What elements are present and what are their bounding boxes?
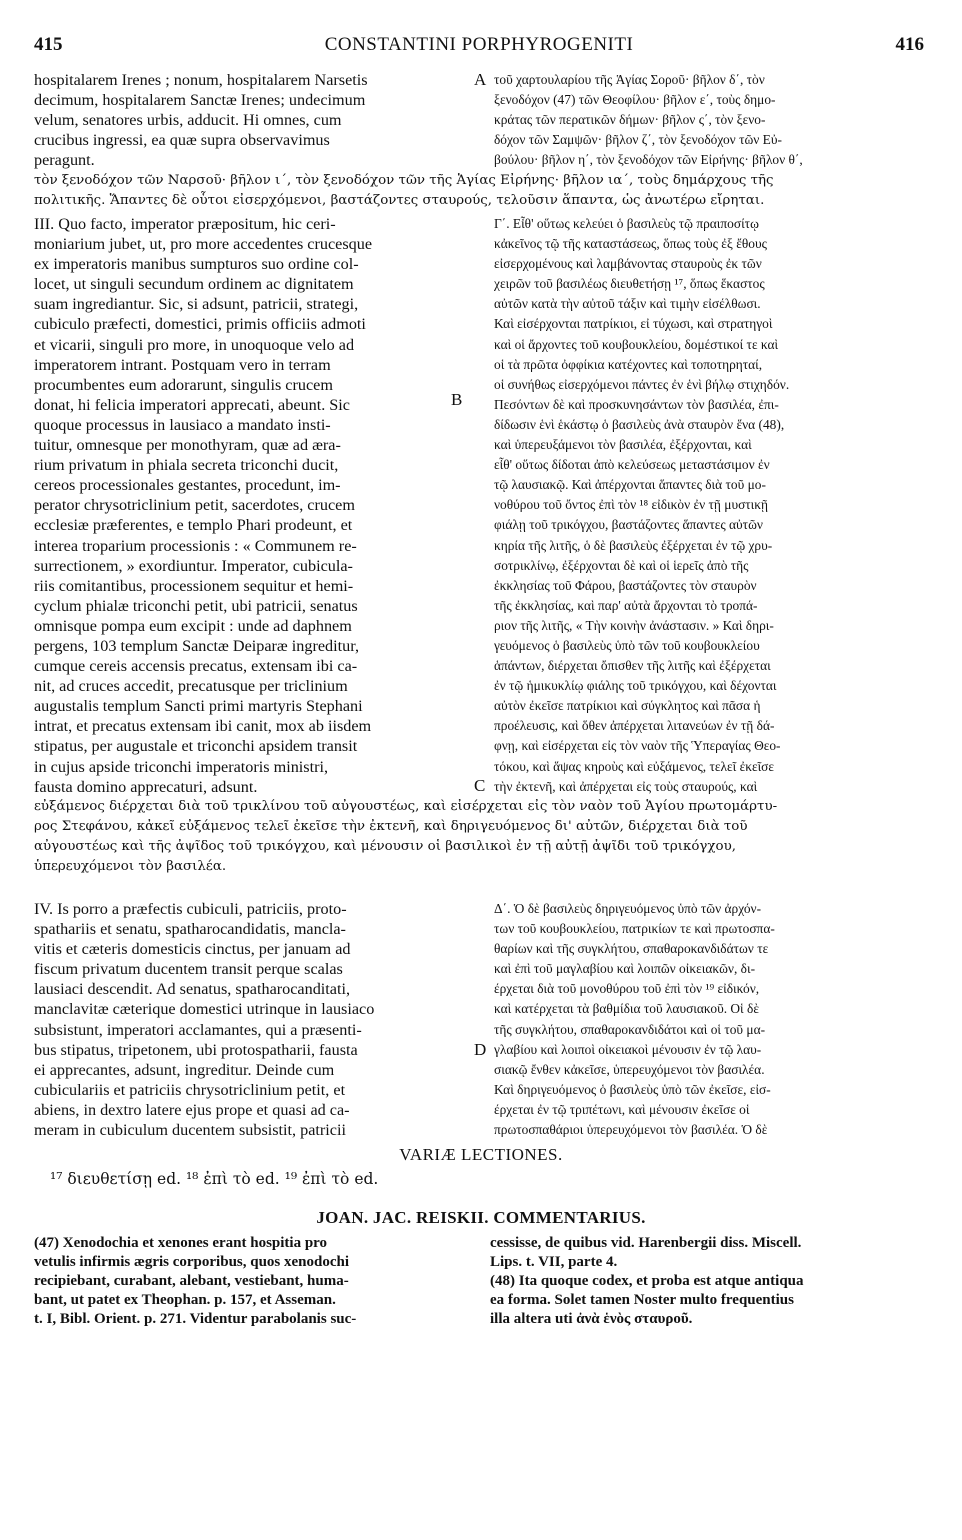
greek-text-line: οἱ συνήθως εἰσερχόμενοι πάντες ἐν ἑνὶ βήλῳ στιχηδόν. (494, 376, 790, 392)
greek-text-line: κράτας τῶν περατικῶν δήμων· βῆλον ς΄, τὸν ξενο- (494, 112, 766, 128)
greek-text-line: φνῃ, καὶ εἰσέρχεται εἰς τὸν ναὸν τῆς Ὑπεραγίας Θεο- (494, 738, 781, 754)
commentary-line: (47) Xenodochia et xenones erant hospitia pro (34, 1235, 328, 1251)
greek-text-line: Δ΄. Ὁ δὲ βασιλεὺς δηριγευόμενος ὑπὸ τῶν ἀρχόν- (494, 901, 762, 916)
commentary-line: t. I, Bibl. Orient. p. 271. Videntur parabolanis suc- (34, 1311, 357, 1327)
greek-text-line: βούλου· βῆλον η΄, τὸν ξενοδόχον τῶν Εἰρήνης· βῆλον θ΄, (494, 152, 803, 168)
greek-text-line: τῷ λαυσιακῷ. Καὶ ἀπέρχονται ἅπαντες διὰ τοῦ μο- (494, 477, 766, 493)
latin-text-line: III. Quo facto, imperator præpositum, hic ceri- (34, 215, 336, 233)
greek-text-line: τῆς συγκλήτου, σπαθαροκανδιδάτοι καὶ οἱ τοῦ μα- (494, 1021, 766, 1037)
greek-text-line: καὶ ἐπὶ τοῦ μαγλαβίου καὶ λοιπῶν οἰκειακῶν, δι- (494, 961, 756, 977)
margin-marker-d: D (474, 1040, 487, 1059)
latin-text-line: et vicarii, singuli pro more, in unoquoque velo ad (34, 335, 355, 354)
latin-text-line: omnisque pompa eum excipit : unde ad daphnem (34, 616, 352, 635)
greek-text-line: σοτρικλίνῳ, ἐξέρχονται δὲ καὶ οἱ ἱερεῖς ἀπὸ τῆς (494, 557, 749, 573)
page-number-left: 415 (34, 34, 63, 55)
greek-text-line: πολιτικῆς. Ἅπαντες δὲ οὗτοι εἰσερχόμενοι, βαστάζοντες σταυρούς, τελοῦσιν ἅπαντα, ὡς ἀνωτέρω εἴρηται. (34, 193, 765, 209)
greek-column-block3 (494, 899, 924, 1140)
greek-text-line: χειρῶν τοῦ βασιλέως διευθετήσῃ ¹⁷, ὅπως ἕκαστος (494, 276, 765, 292)
greek-text-line: πρωτοσπαθάριοι ὑπερευχόμενοι τὸν βασιλέα. Ὁ δὲ (494, 1122, 768, 1138)
greek-text-line: έρχεται ἐν τῷ τριπέτωνι, καὶ μένουσιν ἐκεῖσε οἱ (494, 1101, 750, 1117)
commentary-line: bant, ut patet ex Theophan. p. 157, et Asseman. (34, 1292, 336, 1308)
latin-text-line: IV. Is porro a præfectis cubiculi, patriciis, proto- (34, 900, 347, 918)
greek-text-line: αὐτὸν ἐκεῖσε πατρίκιοι καὶ σύγκλητος καὶ πᾶσα ἡ (494, 698, 761, 714)
greek-text-line: κἀκεῖνος τῷ τῆς καταστάσεως, ὅπως τοὺς ἐξ ἔθους (494, 236, 767, 252)
latin-text-line: tuitur, omnesque per monothyram, quæ ad æra- (34, 436, 341, 455)
page-header (34, 34, 924, 60)
latin-text-line: crucibus ingressi, ea quæ supra observavimus (34, 131, 330, 150)
margin-marker-b: B (451, 390, 463, 409)
greek-text-line: Καὶ δηριγευόμενος ὁ βασιλεὺς ὑπὸ τῶν ἐκεῖσε, εἰσ- (494, 1081, 771, 1097)
greek-text-line: καὶ οἱ ἄρχοντες τοῦ κουβουκλείου, δομέστικοί τε καὶ (494, 336, 779, 352)
greek-text-line: των τοῦ κουβουκλείου, πατρικίων τε καὶ πρωτοσπα- (494, 921, 775, 937)
latin-text-line: nit, ad cruces accedit, precatusque per triclinium (34, 677, 348, 696)
greek-text-line: σιακῷ ἔνθεν κἀκεῖσε, ὑπερευχόμενοι τὸν βασιλέα. (494, 1061, 765, 1077)
greek-text-line: προέλευσις, καὶ ὅθεν ἀπέρχεται λιτανεύων ἐν τῇ δά- (494, 718, 775, 734)
greek-text-line: Γ΄. Εἶθ' οὕτως κελεύει ὁ βασιλεὺς τῷ πραιποσίτῳ (494, 216, 759, 231)
greek-text-line: τὸν ξενοδόχον τῶν Ναρσοῦ· βῆλον ι΄, τὸν ξενοδόχον τῶν τῆς Ἁγίας Εἰρήνης· βῆλον ια΄, τοὺς δημάρχους τῆς (34, 173, 774, 188)
margin-marker-c: C (474, 776, 486, 795)
commentary-right-column (490, 1234, 924, 1329)
latin-text-line: decimum, hospitalarem Sanctæ Irenes; undecimum (34, 91, 366, 110)
greek-text-line: δίδωσιν ἑνὶ ἑκάστῳ ὁ βασιλεὺς ἀνὰ σταυρὸν ἕνα (48), (494, 416, 785, 432)
latin-text-line: donat, hi felicia imperatori apprecati, abeunt. Sic (34, 395, 350, 414)
commentary-line: (48) Ita quoque codex, et proba est atque antiqua (490, 1273, 804, 1289)
page-number-right: 416 (895, 34, 924, 55)
commentary-heading: JOAN. JAC. REISKII. COMMENTARIUS. (316, 1208, 646, 1227)
latin-text-line: fausta domino apprecaturi, adsunt. (34, 777, 258, 796)
latin-text-line: suam ingrediantur. Sic, si adsunt, patricii, strategi, (34, 295, 359, 314)
greek-column-block2 (494, 214, 924, 797)
greek-text-line: αὐγουστέως καὶ τῆς ἀψῖδος τοῦ τρικόγχου, καὶ μένουσιν οἱ βασιλικοὶ ἐν τῇ αὐτῇ ἀψῖδι τοῦ τρικόγχου, (34, 839, 737, 855)
latin-text-line: intrat, et precatus extensam ibi canit, mox ab iisdem (34, 717, 372, 736)
latin-text-line: cubiculo præfecti, domestici, primis officiis admoti (34, 315, 366, 334)
latin-text-line: spathariis et senatu, spatharocandidatis, mancla- (34, 920, 346, 939)
greek-text-line: νοθύρου τοῦ ὄντος ἐπὶ τὸν ¹⁸ εἰδικὸν ἐν τῇ μυστικῇ (494, 497, 769, 513)
latin-text-line: surrectionem, » exordiuntur. Imperator, cubicula- (34, 556, 353, 575)
latin-text-line: cumque cereis accensis precatus, extensam ibi ca- (34, 657, 358, 676)
latin-text-line: in cujus apside triconchi imperatoris ministri, (34, 757, 329, 776)
latin-column-block3 (34, 899, 464, 1140)
latin-text-line: ei apprecantes, adsunt, ingreditur. Deinde cum (34, 1060, 335, 1079)
greek-full-width-block1 (34, 171, 924, 211)
latin-text-line: peragunt. (34, 151, 95, 170)
greek-full-width-block2 (34, 797, 924, 877)
latin-text-line: locet, ut singuli secundum ordinem ac dignitatem (34, 275, 354, 294)
greek-text-line: εὐξάμενος διέρχεται διὰ τοῦ τρικλίνου τοῦ αὐγουστέως, καὶ εἰσέρχεται εἰς τὸν ναὸν τοῦ Ἁγίου πρωτομάρτυ- (34, 799, 778, 814)
latin-text-line: hospitalarem Irenes ; nonum, hospitalarem Narsetis (34, 71, 368, 89)
latin-text-line: perator chrysotriclinium petit, sacerdotes, crucem (34, 496, 355, 515)
greek-text-line: οἱ τὰ πρῶτα ὀφφίκια κατέχοντες καὶ τοποτηρηταί, (494, 356, 763, 372)
commentary-left-column (34, 1234, 464, 1329)
variae-lectiones-heading: VARIÆ LECTIONES. (399, 1145, 563, 1164)
greek-text-line: Καὶ εἰσέρχονται πατρίκιοι, εἰ τύχωσι, καὶ στρατηγοὶ (494, 316, 773, 332)
commentary-line: cessisse, de quibus vid. Harenbergii diss. Miscell. (490, 1235, 802, 1251)
greek-text-line: θαρίων καὶ τῆς συγκλήτου, σπαθαροκανδιδάτων τε (494, 941, 769, 957)
latin-text-line: riis comitantibus, processionem sequitur et hemi- (34, 576, 354, 595)
latin-text-line: augustalis templum Sancti primi martyris Stephani (34, 697, 363, 716)
greek-text-line: έρχεται διὰ τοῦ μονοθύρου τοῦ ἐπὶ τὸν ¹⁹ εἰδικόν, (494, 981, 760, 997)
latin-text-line: manclavitæ cæterique domestici utrinque in lausiaco (34, 1000, 375, 1019)
greek-text-line: ἁπάντων, διέρχεται ὄπισθεν τῆς λιτῆς καὶ ἐξέρχεται (494, 658, 771, 674)
greek-text-line: τόκου, καὶ ἅψας κηροὺς καὶ εὐξάμενος, τελεῖ ἐκεῖσε (494, 758, 775, 774)
greek-text-line: γλαβίου καὶ λοιποὶ οἰκειακοὶ μένουσιν ἐν τῷ λαυ- (494, 1041, 762, 1057)
latin-text-line: meram in cubiculum ducentem subsistit, patricii (34, 1121, 346, 1140)
greek-text-line: ξενοδόχον (47) τῶν Θεοφίλου· βῆλον ε΄, τοὺς δημο- (494, 92, 776, 108)
greek-text-line: ριον τῆς λιτῆς, « Τὴν κοινὴν ἀνάστασιν. » Καὶ δηρι- (494, 617, 774, 633)
latin-text-line: subsistunt, imperatori acclamantes, qui a præsenti- (34, 1020, 362, 1039)
commentary-line: recipiebant, curabant, alebant, vestiebant, huma- (34, 1273, 349, 1289)
latin-text-line: cyclum phialæ triconchi petit, ubi patricii, senatus (34, 596, 358, 615)
greek-text-line: τὴν ἐκτενῆ, καὶ ἀπέρχεται εἰς τοὺς σταυρούς, καὶ (494, 778, 758, 794)
greek-text-line: καὶ κατέρχεται τὰ βαθμίδια τοῦ λαυσιακοῦ. Οἱ δὲ (494, 1001, 759, 1017)
commentary-line: illa altera uti ἀνὰ ἑνὸς σταυροῦ. (490, 1311, 693, 1327)
latin-text-line: bus stipatus, tripetonem, ubi protospatharii, fausta (34, 1040, 358, 1059)
latin-text-line: stipatus, per augustale et triconchi apsidem transit (34, 737, 358, 756)
greek-text-line: ἐν τῷ ἡμικυκλίῳ φιάλης τοῦ τρικόγχου, καὶ δέχονται (494, 678, 777, 694)
variae-lectiones-line: ¹⁷ διευθετίσῃ ed. ¹⁸ ἐπὶ τὸ ed. ¹⁹ ἐπὶ τὸ ed. (50, 1170, 379, 1188)
greek-text-line: καὶ ὑπερευξάμενοι τὸν βασιλέα, ἐξέρχονται, καὶ (494, 437, 752, 453)
latin-text-line: pergens, 103 templum Sanctæ Deiparæ ingreditur, (34, 636, 359, 655)
latin-text-line: cereos processionales gestantes, procedunt, im- (34, 476, 341, 495)
greek-column-block1 (494, 70, 924, 170)
greek-text-line: ρος Στεφάνου, κἀκεῖ εὐξάμενος τελεῖ ἐκεῖσε τὴν ἐκτενῆ, καὶ δηριγευόμενος δι' αὐτῶν, διέρχεται διὰ τοῦ (34, 819, 748, 835)
latin-text-line: procumbentes eum adorarunt, singulis crucem (34, 375, 333, 394)
greek-text-line: ὑπερευχόμενοι τὸν βασιλέα. (34, 859, 227, 875)
running-title: CONSTANTINI PORPHYROGENITI (324, 34, 634, 55)
latin-text-line: ecclesiæ præferentes, e templo Phari prodeunt, et (34, 516, 353, 535)
latin-text-line: lausiaci descendit. Ad senatus, spatharocanditati, (34, 980, 351, 999)
commentary-line: Lips. t. VII, parte 4. (490, 1254, 618, 1270)
latin-text-line: fiscum privatum ducentem transit perque scalas (34, 960, 343, 979)
latin-text-line: cubiculariis et patriciis chrysotriclinium petit, et (34, 1080, 346, 1099)
greek-text-line: δόχον τῶν Σαμψῶν· βῆλον ζ΄, τὸν ξενοδόχον τῶν Εὐ- (494, 132, 782, 148)
commentary-line: vetulis infirmis ægris corporibus, quos xenodochi (34, 1254, 350, 1270)
latin-text-line: quoque processus in lausiaco a mandato insti- (34, 415, 331, 434)
latin-column-block2 (34, 214, 464, 797)
greek-text-line: φιάλῃ τοῦ τρικόγχου, βαστάζοντες ἅπαντες αὐτῶν (494, 517, 763, 533)
greek-text-line: αὐτῶν κατὰ τὴν αὐτοῦ τάξιν καὶ τιμὴν εἰσέλθωσι. (494, 296, 761, 312)
latin-text-line: interea troparium processionis : « Communem re- (34, 536, 357, 555)
greek-text-line: Πεσόντων δὲ καὶ προσκυνησάντων τὸν βασιλέα, ἐπι- (494, 396, 779, 412)
latin-text-line: imperatorem intrant. Postquam vero in terram (34, 355, 331, 374)
greek-text-line: εἰσερχομένους καὶ λαμβάνοντας σταυροὺς ἐκ τῶν (494, 256, 762, 272)
greek-text-line: εἶθ' οὕτως δίδοται ἀπὸ κελεύσεως μεταστάσιμον ἐν (494, 457, 770, 473)
latin-text-line: ex imperatoris manibus sumpturos suo ordine col- (34, 255, 359, 274)
latin-text-line: abiens, in dextro latere ejus prope et quasi ad ca- (34, 1100, 350, 1119)
latin-text-line: moniarium jubet, ut, pro more accedentes crucesque (34, 235, 373, 254)
latin-column-block1 (34, 70, 464, 170)
margin-marker-a: A (474, 70, 487, 89)
greek-text-line: τοῦ χαρτουλαρίου τῆς Ἁγίας Σοροῦ· βῆλον δ΄, τὸν (494, 72, 765, 87)
greek-text-line: γευόμενος ὁ βασιλεὺς ὑπὸ τῶν τοῦ κουβουκλείου (494, 637, 760, 653)
latin-text-line: rium privatum in phiala secreta triconchi ducit, (34, 456, 339, 475)
greek-text-line: κηρία τῆς λιτῆς, ὁ δὲ βασιλεὺς ἐξέρχεται ἐν τῷ χρυ- (494, 537, 773, 553)
commentary-line: ea forma. Solet tamen Noster multo frequentius (490, 1292, 794, 1308)
greek-text-line: ἐκκλησίας τοῦ Φάρου, βαστάζοντες τὸν σταυρὸν (494, 577, 757, 593)
greek-text-line: τῆς ἐκκλησίας, καὶ παρ' αὐτὰ ἄρχονται τὸ τροπά- (494, 597, 758, 613)
latin-text-line: vitis et cæteris domesticis cinctus, per januam ad (34, 940, 351, 959)
latin-text-line: velum, senatores urbis, adducit. Hi omnes, cum (34, 111, 342, 130)
